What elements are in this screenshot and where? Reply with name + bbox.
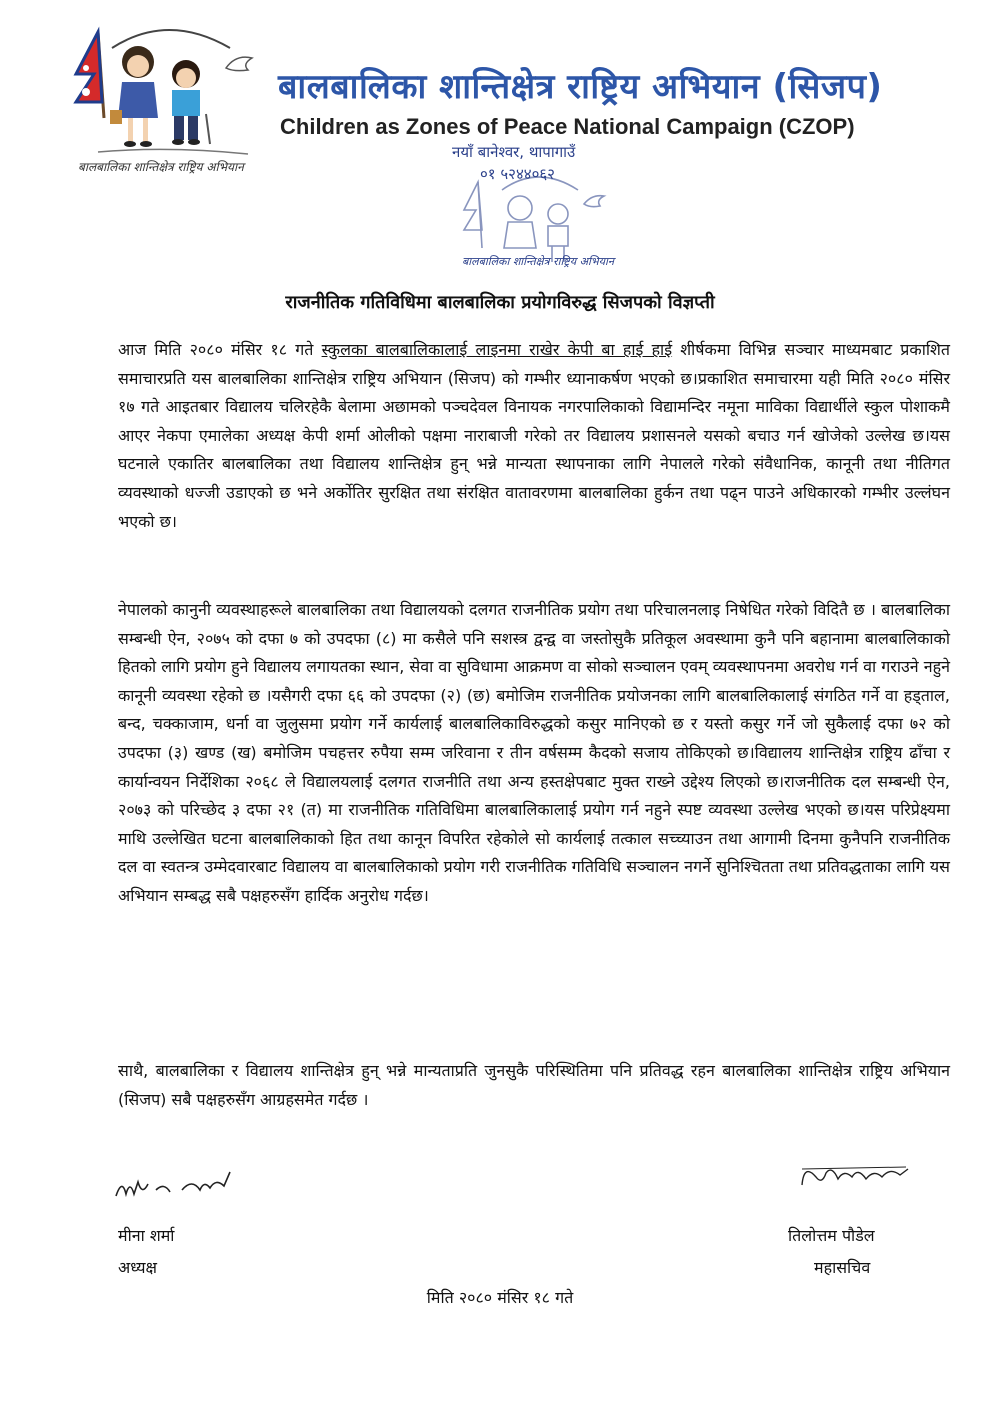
general-secretary-signature bbox=[796, 1155, 916, 1195]
chairperson-signature bbox=[112, 1160, 262, 1210]
chairperson-role: अध्यक्ष bbox=[118, 1258, 157, 1277]
paragraph-2: नेपालको कानुनी व्यवस्थाहरूले बालबालिका तथा विद्यालयको दलगत राजनीतिक प्रयोग तथा परिचालनलाइ निषेधित गरेको विदितै छ । बालबालिका सम्बन्धी ऐन, २०७५ को दफा ७ को उपदफा (८) मा कसैले पनि सशस्त्र द्वन्द्व वा जस्तोसुकै प्रतिकूल अवस्थामा कुनै पनि बहानामा बालबालिकाको हितको लागि प्रयोग हुने विद्यालय लगायतका स्थान, सेवा वा सुविधामा आक्रमण वा सोको सञ्चालन एवम् व्यवस्थापनमा अवरोध गर्न वा गराउने नहुने कानूनी व्यवस्था रहेको छ ।यसैगरी दफा ६६ को उपदफा (२) (छ) बमोजिम राजनीतिक प्रयोजनका लागि बालबालिकालाई संगठित गर्ने वा हड्ताल, बन्द, चक्काजाम, धर्ना वा जुलुसमा प्रयोग गर्ने कार्यलाई बालबालिकाविरुद्धको कसुर मानिएको छ र यस्तो कसुर गर्ने जो सुकैलाई दफा ७२ को उपदफा (३) खण्ड (ख) बमोजिम पचहत्तर रुपैया सम्म जरिवाना र तीन वर्षसम्म कैदको सजाय तोकिएको छ।विद्यालय शान्तिक्षेत्र राष्ट्रिय ढाँचा र कार्यान्वयन निर्देशिका २०६८ ले विद्यालयलाई दलगत राजनीति तथा अन्य हस्तक्षेपबाट मुक्त राख्ने उद्देश्य लिएको छ।राजनीतिक दल सम्बन्धी ऐन, २०७३ को परिच्छेद ३ दफा २१ (त) मा राजनीतिक गतिविधिमा बालबालिकालाई प्रयोग गर्न नहुने स्पष्ट व्यवस्था उल्लेख भएको छ।यस परिप्रेक्ष्यमा माथि उल्लेखित घटना बालबालिकाको हित तथा कानून विपरित रहेकोले सो कार्यलाई तत्काल सच्च्याउन तथा आगामी दिनमा कुनैपनि राजनीतिक दल वा स्वतन्त्र उम्मेदवारबाट विद्यालय वा बालबालिकाको प्रयोग गरी राजनीतिक गतिविधि सञ्चालन नगर्ने सुनिश्चितता तथा प्रतिवद्धताका लागि यस अभियान सम्बद्ध सबै पक्षहरुसँग हार्दिक अनुरोध गर्दछ। bbox=[118, 600, 950, 905]
dove-icon bbox=[226, 57, 252, 71]
organization-name-nepali: बालबालिका शान्तिक्षेत्र राष्ट्रिय अभियान (सिजप) bbox=[278, 67, 883, 107]
chairperson-name: मीना शर्मा bbox=[118, 1226, 175, 1245]
general-secretary-name: तिलोत्तम पौडेल bbox=[788, 1226, 875, 1245]
paragraph-1 bbox=[118, 336, 950, 536]
paragraph-1-after: शीर्षकमा विभिन्न सञ्चार माध्यमबाट प्रकाशित समाचारप्रति यस बालबालिका शान्तिक्षेत्र राष्ट्रिय अभियान (सिजप) को गम्भीर ध्यानाकर्षण भएको छ।प्रकाशित समाचारमा यही मिति २०८० मंसिर १७ गते आइतबार विद्यालय चलिरहेकै बेलामा अछामको पञ्चदेवल विनायक नगरपालिकाको विद्यामन्दिर नमूना माविका विद्यार्थीले स्कुल पोशाकमै आएर नेकपा एमालेका अध्यक्ष केपी शर्मा ओलीको पक्षमा नाराबाजी गरेको तर विद्यालय प्रशासनले यसको बचाउ गर्न खोजेको उल्लेख छ।यस घटनाले एकातिर बालबालिका तथा विद्यालय शान्तिक्षेत्र हुन् भन्ने मान्यता स्थापनाका लागि नेपालले गरेको संवैधानिक, कानूनी तथा नीतिगत व्यवस्थाको धज्जी उडाएको छ भने अर्कोतिर सुरक्षित तथा संरक्षित वातावरणमा बालबालिका हुर्कन तथा पढ्न पाउने अधिकारको गम्भीर उल्लंघन भएको छ। bbox=[118, 340, 950, 531]
organization-name-english: Children as Zones of Peace National Campaign (CZOP) bbox=[280, 114, 855, 139]
paragraph-3: साथै, बालबालिका र विद्यालय शान्तिक्षेत्र हुन् भन्ने मान्यताप्रति जुनसुकै परिस्थितिमा पनि प्रतिवद्ध रहन बालबालिका शान्तिक्षेत्र राष्ट्रिय अभियान (सिजप) सबै पक्षहरुसँग आग्रहसमेत गर्दछ । bbox=[118, 1061, 950, 1109]
general-secretary-role: महासचिव bbox=[814, 1258, 871, 1277]
stamp-phone: ०१ ५२४४०६२ bbox=[480, 165, 555, 183]
stamp-caption: बालबालिका शान्तिक्षेत्र राष्ट्रिय अभियान bbox=[462, 255, 614, 268]
organization-logo bbox=[58, 18, 268, 178]
document-title: राजनीतिक गतिविधिमा बालबालिका प्रयोगविरुद्ध सिजपको विज्ञप्ती bbox=[285, 292, 715, 313]
document-date: मिति २०८० मंसिर १८ गते bbox=[426, 1288, 574, 1307]
stamp-address: नयाँ बानेश्वर, थापागाउँ bbox=[452, 143, 576, 161]
logo-caption: बालबालिका शान्तिक्षेत्र राष्ट्रिय अभियान bbox=[78, 160, 244, 174]
underlined-headline: स्कुलका बालबालिकालाई लाइनमा राखेर केपी बा हाई हाई bbox=[321, 340, 673, 359]
paragraph-1-before: आज मिति २०८० मंसिर १८ गते bbox=[118, 340, 322, 359]
